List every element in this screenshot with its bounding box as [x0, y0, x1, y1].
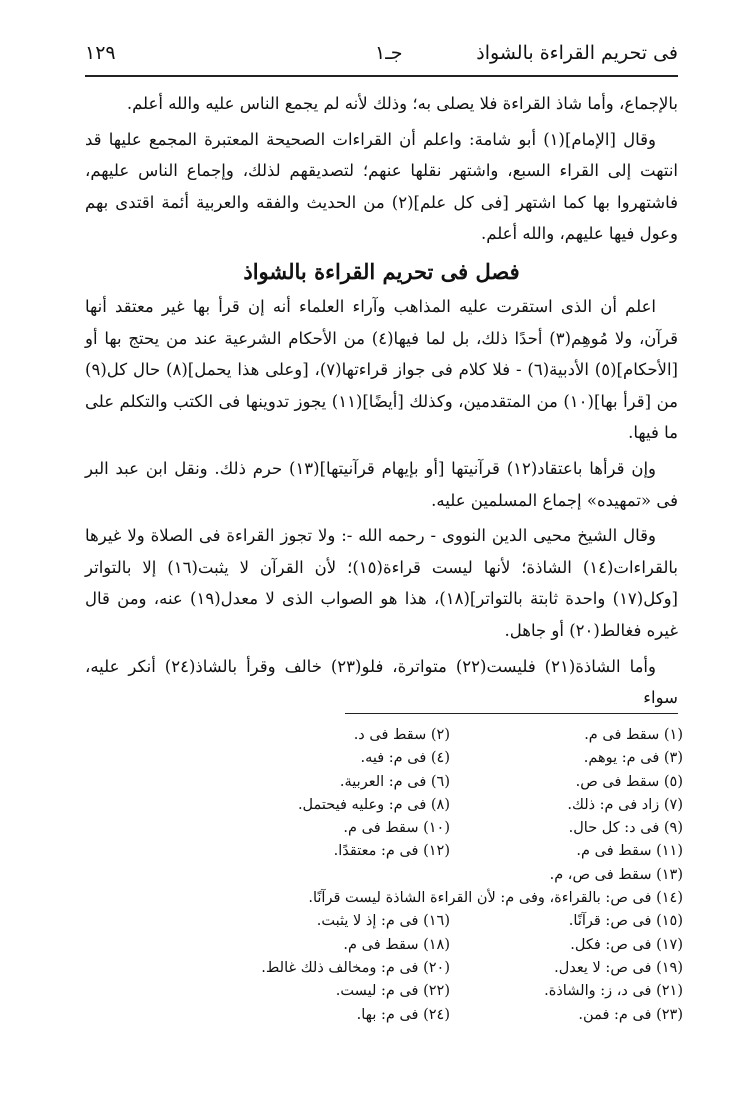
- footnote: (١٥) فى ص: قرآنًا.: [568, 913, 683, 930]
- page-number: ١٢٩: [85, 42, 116, 64]
- footnote-row: [160, 934, 683, 957]
- paragraph: وإن قرأها باعتقاد(١٢) قرآنيتها [أو بإيهام قرآنيتها](١٣) حرم ذلك. ونقل ابن عبد البر فى «تمهيده» إجماع المسلمين عليه.: [85, 458, 678, 510]
- footnote: (٢٤) فى م: بها.: [356, 1006, 450, 1023]
- footnote-row: [160, 840, 683, 863]
- paragraph: وأما الشاذة(٢١) فليست(٢٢) متواترة، فلو(٢٣) خالف وقرأ بالشاذ(٢٤) أنكر عليه، سواء: [85, 656, 678, 708]
- paragraph: بالإجماع، وأما شاذ القراءة فلا يصلى به؛ وذلك لأنه لم يجمع الناس عليه والله أعلم.: [126, 94, 678, 113]
- footnote-row: [160, 747, 683, 770]
- footnote: (١٢) فى م: معتقدًا.: [333, 843, 450, 860]
- footnote: (١٠) سقط فى م.: [343, 820, 450, 837]
- footnote: (٢١) فى د، ز: والشاذة.: [544, 983, 683, 1000]
- main-text: [85, 88, 678, 714]
- running-title: فى تحريم القراءة بالشواذ: [476, 42, 678, 64]
- footnote: (٢٠) فى م: ومخالف ذلك غالط.: [261, 959, 450, 976]
- footnote: (٩) فى د: كل حال.: [568, 820, 683, 837]
- paragraph: وقال [الإمام](١) أبو شامة: واعلم أن القراءات الصحيحة المعتبرة المجمع عليها قد انتهت إلى القراء السبع، واشتهر نقلها عنهم؛ لتصديقهم لذلك، وإجماع الناس عليهم، فاشتهروا بها كما اشتهر [فى كل علم](٢) من الحديث والفقه والعربية أئمة اقتدى بهم وعول فيها عليهم، والله أعلم.: [85, 129, 678, 244]
- footnote: (٢٣) فى م: فمن.: [578, 1006, 683, 1023]
- footnote: (١٧) فى ص: فكل.: [570, 936, 683, 953]
- footnote: (١٦) فى م: إذ لا يثبت.: [316, 913, 450, 930]
- footnote-row: [160, 864, 683, 887]
- footnote: (٢٢) فى م: ليست.: [335, 983, 450, 1000]
- footnote: (١٩) فى ص: لا يعدل.: [554, 959, 683, 976]
- section-heading: فصل فى تحريم القراءة بالشواذ: [243, 258, 520, 284]
- footnote-row: [160, 1004, 683, 1027]
- footnote-divider: [345, 713, 678, 714]
- volume-label: جـ١: [375, 42, 403, 64]
- footnotes: [160, 724, 683, 1027]
- paragraph: وقال الشيخ محيى الدين النووى - رحمه الله -: ولا تجوز القراءة فى الصلاة ولا غيرها بالقراءات(١٤) الشاذة؛ لأنها ليست قراءة(١٥)؛ لأن القرآن لا يثبت(١٦) إلا بالتواتر [وكل(١٧) واحدة ثابتة بالتواتر](١٨)، هذا هو الصواب الذى لا معدل(١٩) عنه، ومن قال غيره فغالط(٢٠) أو جاهل.: [85, 526, 678, 640]
- running-header: [85, 40, 678, 76]
- footnote: (١٤) فى ص: بالقراءة، وفى م: لأن القراءة الشاذة ليست قرآنًا.: [308, 890, 683, 907]
- footnote-row: [160, 817, 683, 840]
- footnote: (٥) سقط فى ص.: [575, 773, 683, 790]
- footnote: (٢) سقط فى د.: [353, 727, 450, 743]
- footnote-row: [160, 771, 683, 794]
- footnote: (٤) فى م: فيه.: [360, 750, 450, 767]
- footnote: (٨) فى م: وعليه فيحتمل.: [297, 796, 450, 813]
- footnote: (١) سقط فى م.: [584, 727, 683, 743]
- footnote: (٣) فى م: يوهم.: [583, 750, 683, 767]
- footnote-row: [160, 794, 683, 817]
- footnote-row: [160, 724, 683, 747]
- footnote-row: [160, 980, 683, 1003]
- footnote: (١١) سقط فى م.: [576, 843, 683, 860]
- header-divider: [85, 75, 678, 77]
- footnote: (١٨) سقط فى م.: [343, 936, 450, 953]
- paragraph: اعلم أن الذى استقرت عليه المذاهب وآراء العلماء أنه إن قرأ بها غير معتقد أنها قرآن، ولا مُوهِم(٣) أحدًا ذلك، بل لما فيها(٤) من الأحكام الشرعية عند من يحتج بها أو [الأحكام](٥) الأدبية(٦) - فلا كلام فى جواز قراءتها(٧)، [وعلى هذا يحمل](٨) حال كل(٩) من [قرأ بها](١٠) من المتقدمين، وكذلك [أيضًا](١١) يجوز تدوينها فى الكتب والتكلم على ما فيها.: [85, 296, 678, 443]
- footnote: (٦) فى م: العربية.: [339, 773, 450, 790]
- footnote: (٧) زاد فى م: ذلك.: [567, 796, 683, 813]
- footnote: (١٣) سقط فى ص، م.: [549, 866, 683, 883]
- footnote-row: [160, 910, 683, 933]
- footnote-row: [160, 957, 683, 980]
- footnote-row: [160, 887, 683, 910]
